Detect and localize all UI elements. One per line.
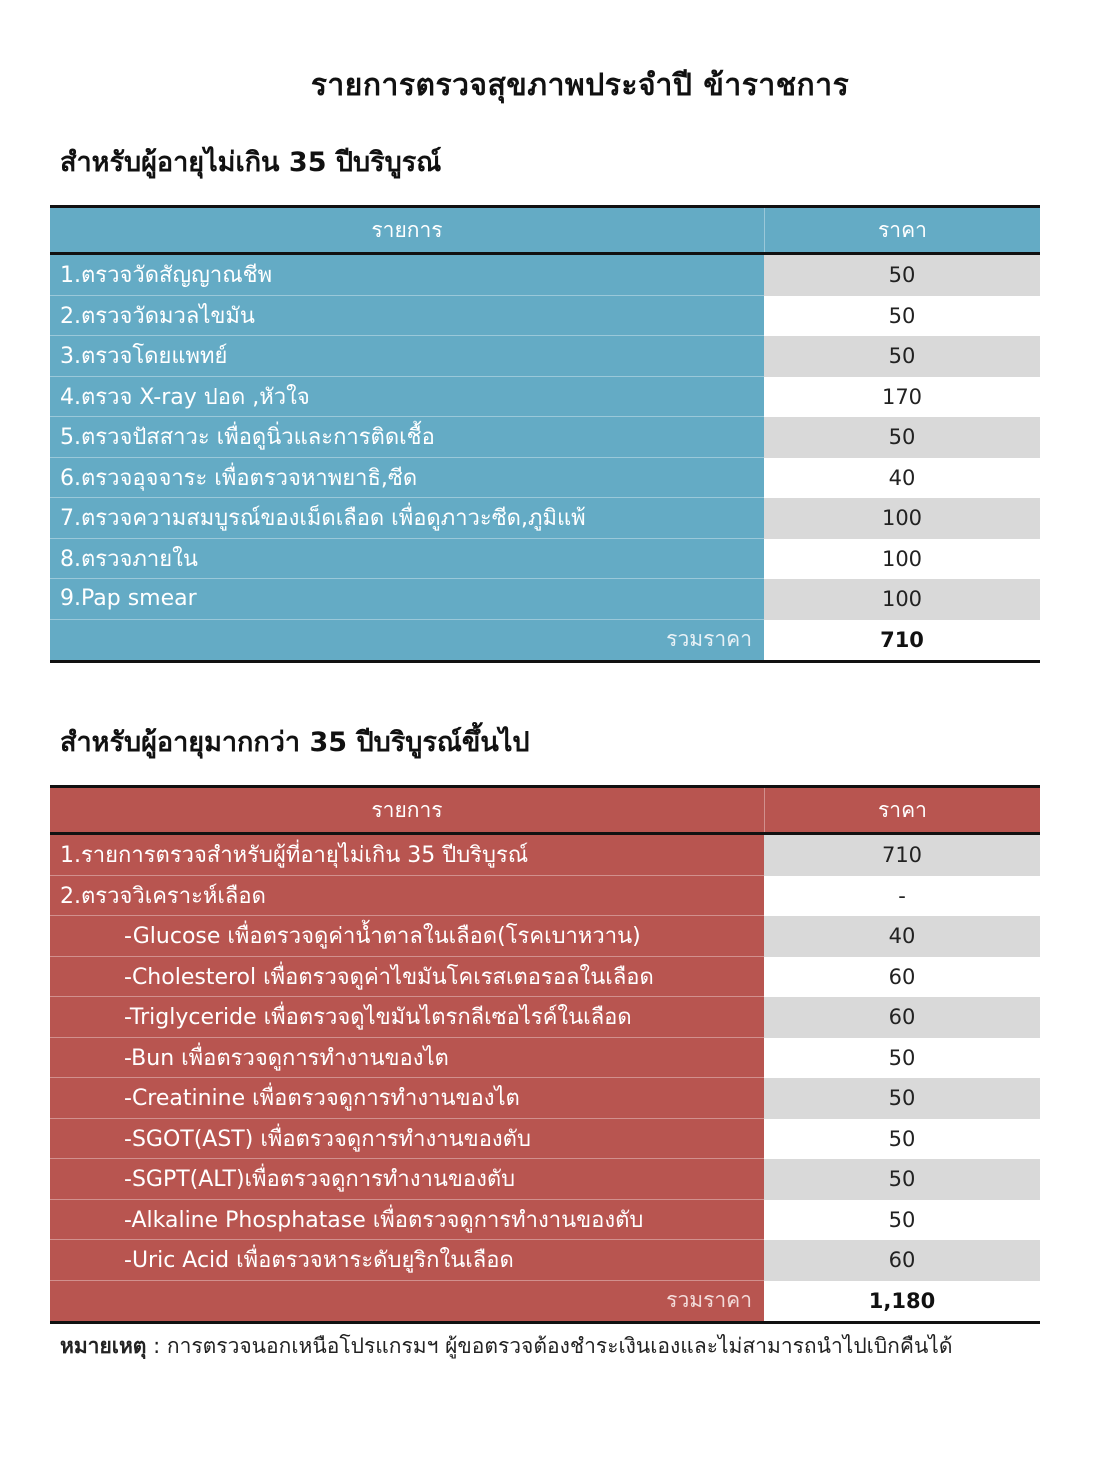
item-price: 100	[764, 539, 1040, 580]
item-price: 100	[764, 498, 1040, 539]
table-row	[50, 1119, 1040, 1160]
table-row	[50, 498, 1040, 539]
page-title: รายการตรวจสุขภาพประจำปี ข้าราชการ	[310, 68, 850, 103]
item-name: 4.ตรวจ X-ray ปอด ,หัวใจ	[50, 377, 764, 418]
item-price: 100	[764, 579, 1040, 620]
table-row	[50, 876, 1040, 917]
total-row	[50, 620, 1040, 661]
item-name: 2.ตรวจวิเคราะห์เลือด	[50, 876, 764, 917]
column-header-item: รายการ	[50, 208, 765, 252]
item-name: 6.ตรวจอุจจาระ เพื่อตรวจหาพยาธิ,ซีด	[50, 458, 764, 499]
item-name: 8.ตรวจภายใน	[50, 539, 764, 580]
item-price: 710	[764, 835, 1040, 876]
item-price: 60	[764, 957, 1040, 998]
item-price: 60	[764, 997, 1040, 1038]
item-name: 3.ตรวจโดยแพทย์	[50, 336, 764, 377]
item-price: 50	[764, 1038, 1040, 1079]
column-header-item: รายการ	[50, 788, 765, 832]
section2-table	[50, 785, 1040, 1324]
table-row	[50, 579, 1040, 620]
table-header	[50, 788, 1040, 835]
table-row	[50, 377, 1040, 418]
total-price: 710	[764, 620, 1040, 661]
total-label: รวมราคา	[50, 1281, 764, 1322]
item-name: -Cholesterol เพื่อตรวจดูค่าไขมันโคเรสเตอรอลในเลือด	[50, 957, 764, 998]
item-name: 9.Pap smear	[50, 579, 764, 620]
item-name: -SGOT(AST) เพื่อตรวจดูการทำงานของตับ	[50, 1119, 764, 1160]
table-row	[50, 336, 1040, 377]
item-price: 50	[764, 255, 1040, 296]
footnote	[60, 1330, 953, 1363]
item-name: 1.ตรวจวัดสัญญาณชีพ	[50, 255, 764, 296]
table-row	[50, 1240, 1040, 1281]
section2-heading: สำหรับผู้อายุมากกว่า 35 ปีบริบูรณ์ขึ้นไป	[60, 727, 530, 758]
footnote-text: : การตรวจนอกเหนือโปรแกรมฯ ผู้ขอตรวจต้องชำระเงินเองและไม่สามารถนำไปเบิกคืนได้	[146, 1334, 953, 1358]
section1-table	[50, 205, 1040, 663]
item-price: 170	[764, 377, 1040, 418]
table-row	[50, 1200, 1040, 1241]
table-row	[50, 296, 1040, 337]
item-price: -	[764, 876, 1040, 917]
total-label: รวมราคา	[50, 620, 764, 661]
table-row	[50, 255, 1040, 296]
table-row	[50, 1159, 1040, 1200]
table-row	[50, 997, 1040, 1038]
table-row	[50, 916, 1040, 957]
item-price: 40	[764, 458, 1040, 499]
item-price: 50	[764, 1078, 1040, 1119]
item-price: 60	[764, 1240, 1040, 1281]
item-name: 2.ตรวจวัดมวลไขมัน	[50, 296, 764, 337]
item-name: 7.ตรวจความสมบูรณ์ของเม็ดเลือด เพื่อดูภาวะซีด,ภูมิแพ้	[50, 498, 764, 539]
column-header-price: ราคา	[878, 217, 927, 242]
item-price: 50	[764, 1159, 1040, 1200]
total-price: 1,180	[764, 1281, 1040, 1322]
item-price: 50	[764, 296, 1040, 337]
table-row	[50, 835, 1040, 876]
item-price: 40	[764, 916, 1040, 957]
total-row	[50, 1281, 1040, 1322]
table-row	[50, 957, 1040, 998]
table-row	[50, 417, 1040, 458]
column-header-price: ราคา	[878, 797, 927, 822]
table-header	[50, 208, 1040, 255]
item-price: 50	[764, 1200, 1040, 1241]
table-row	[50, 458, 1040, 499]
table-row	[50, 1038, 1040, 1079]
item-name: 5.ตรวจปัสสาวะ เพื่อดูนิ่วและการติดเชื้อ	[50, 417, 764, 458]
item-name: -Uric Acid เพื่อตรวจหาระดับยูริกในเลือด	[50, 1240, 764, 1281]
item-price: 50	[764, 417, 1040, 458]
item-name: -Triglyceride เพื่อตรวจดูไขมันไตรกลีเซอไรค์ในเลือด	[50, 997, 764, 1038]
item-name: 1.รายการตรวจสำหรับผู้ที่อายุไม่เกิน 35 ปีบริบูรณ์	[50, 835, 764, 876]
item-name: -Glucose เพื่อตรวจดูค่าน้ำตาลในเลือด(โรคเบาหวาน)	[50, 916, 764, 957]
footnote-label: หมายเหตุ	[60, 1334, 147, 1358]
item-price: 50	[764, 1119, 1040, 1160]
item-name: -Bun เพื่อตรวจดูการทำงานของไต	[50, 1038, 764, 1079]
item-name: -Creatinine เพื่อตรวจดูการทำงานของไต	[50, 1078, 764, 1119]
table-row	[50, 539, 1040, 580]
item-price: 50	[764, 336, 1040, 377]
item-name: -Alkaline Phosphatase เพื่อตรวจดูการทำงานของตับ	[50, 1200, 764, 1241]
item-name: -SGPT(ALT)เพื่อตรวจดูการทำงานของตับ	[50, 1159, 764, 1200]
section1-heading: สำหรับผู้อายุไม่เกิน 35 ปีบริบูรณ์	[60, 147, 442, 178]
table-row	[50, 1078, 1040, 1119]
